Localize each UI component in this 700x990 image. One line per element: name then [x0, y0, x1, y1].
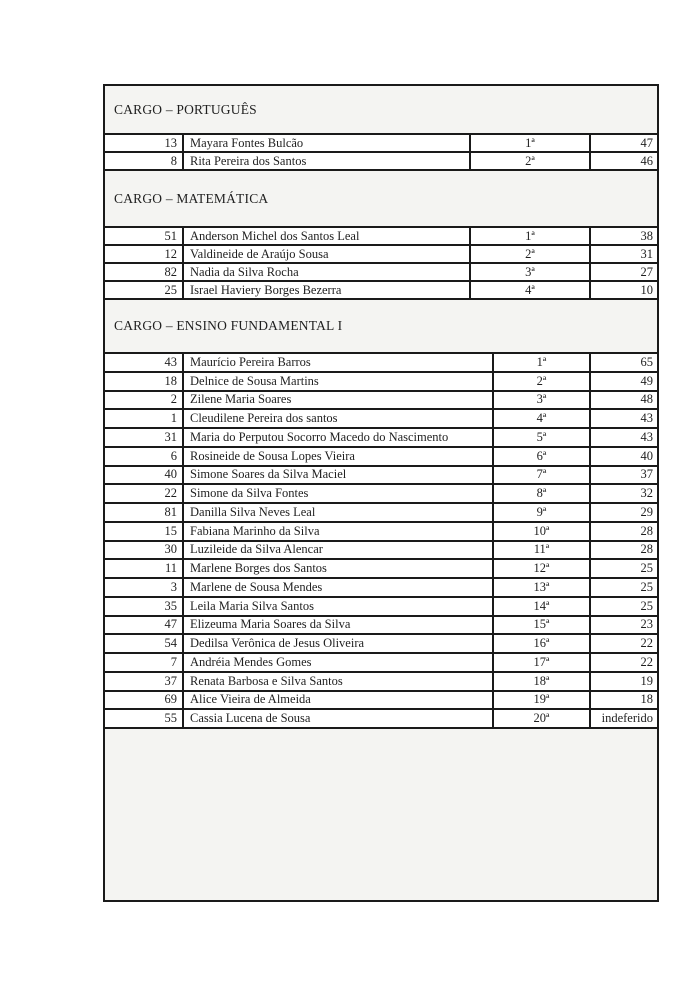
candidate-name-cell: Rosineide de Sousa Lopes Vieira — [183, 447, 493, 466]
classification-cell: 8ª — [493, 484, 590, 503]
inscription-number-cell: 69 — [105, 691, 183, 710]
table-row — [105, 484, 657, 503]
candidate-name-cell: Renata Barbosa e Silva Santos — [183, 672, 493, 691]
section-title: CARGO – MATEMÁTICA — [114, 190, 269, 206]
score-cell: 25 — [590, 578, 657, 597]
table-row — [105, 522, 657, 541]
score-cell: 43 — [590, 428, 657, 447]
inscription-number-cell: 3 — [105, 578, 183, 597]
score-cell: 38 — [590, 227, 657, 245]
inscription-number-cell: 6 — [105, 447, 183, 466]
classification-cell: 19ª — [493, 691, 590, 710]
candidate-name-cell: Marlene de Sousa Mendes — [183, 578, 493, 597]
candidate-name-cell: Cassia Lucena de Sousa — [183, 709, 493, 728]
candidate-name-cell: Rita Pereira dos Santos — [183, 152, 470, 170]
classification-cell: 18ª — [493, 672, 590, 691]
inscription-number-cell: 51 — [105, 227, 183, 245]
inscription-number-cell: 31 — [105, 428, 183, 447]
inscription-number-cell: 18 — [105, 372, 183, 391]
table-row — [105, 152, 657, 170]
candidate-name-cell: Simone da Silva Fontes — [183, 484, 493, 503]
classification-cell: 1ª — [493, 353, 590, 372]
table-row — [105, 578, 657, 597]
table-row — [105, 597, 657, 616]
classification-cell: 20ª — [493, 709, 590, 728]
table-row — [105, 372, 657, 391]
inscription-number-cell: 12 — [105, 245, 183, 263]
results-table — [105, 226, 657, 300]
classification-cell: 13ª — [493, 578, 590, 597]
inscription-number-cell: 15 — [105, 522, 183, 541]
inscription-number-cell: 54 — [105, 634, 183, 653]
score-cell: 49 — [590, 372, 657, 391]
table-row — [105, 263, 657, 281]
candidate-name-cell: Cleudilene Pereira dos santos — [183, 409, 493, 428]
classification-cell: 4ª — [470, 281, 590, 299]
inscription-number-cell: 13 — [105, 134, 183, 152]
inscription-number-cell: 2 — [105, 391, 183, 410]
inscription-number-cell: 55 — [105, 709, 183, 728]
candidate-name-cell: Valdineide de Araújo Sousa — [183, 245, 470, 263]
candidate-name-cell: Fabiana Marinho da Silva — [183, 522, 493, 541]
inscription-number-cell: 1 — [105, 409, 183, 428]
score-cell: 40 — [590, 447, 657, 466]
inscription-number-cell: 25 — [105, 281, 183, 299]
score-cell: 19 — [590, 672, 657, 691]
table-row — [105, 353, 657, 372]
candidate-name-cell: Nadia da Silva Rocha — [183, 263, 470, 281]
candidate-name-cell: Dedilsa Verônica de Jesus Oliveira — [183, 634, 493, 653]
inscription-number-cell: 22 — [105, 484, 183, 503]
score-cell: 28 — [590, 522, 657, 541]
table-row — [105, 503, 657, 522]
candidate-name-cell: Anderson Michel dos Santos Leal — [183, 227, 470, 245]
score-cell: 29 — [590, 503, 657, 522]
score-cell: indeferido — [590, 709, 657, 728]
results-sheet — [103, 84, 659, 902]
classification-cell: 9ª — [493, 503, 590, 522]
candidate-name-cell: Danilla Silva Neves Leal — [183, 503, 493, 522]
score-cell: 25 — [590, 597, 657, 616]
table-row — [105, 447, 657, 466]
table-row — [105, 709, 657, 728]
classification-cell: 3ª — [493, 391, 590, 410]
results-table — [105, 133, 657, 171]
score-cell: 32 — [590, 484, 657, 503]
table-row — [105, 559, 657, 578]
score-cell: 46 — [590, 152, 657, 170]
classification-cell: 16ª — [493, 634, 590, 653]
classification-cell: 1ª — [470, 227, 590, 245]
candidate-name-cell: Leila Maria Silva Santos — [183, 597, 493, 616]
score-cell: 10 — [590, 281, 657, 299]
score-cell: 18 — [590, 691, 657, 710]
classification-cell: 15ª — [493, 616, 590, 635]
score-cell: 22 — [590, 653, 657, 672]
table-row — [105, 227, 657, 245]
classification-cell: 2ª — [470, 245, 590, 263]
inscription-number-cell: 30 — [105, 541, 183, 560]
candidate-name-cell: Elizeuma Maria Soares da Silva — [183, 616, 493, 635]
score-cell: 22 — [590, 634, 657, 653]
classification-cell: 10ª — [493, 522, 590, 541]
table-row — [105, 653, 657, 672]
table-row — [105, 245, 657, 263]
score-cell: 37 — [590, 466, 657, 485]
score-cell: 43 — [590, 409, 657, 428]
candidate-name-cell: Andréia Mendes Gomes — [183, 653, 493, 672]
candidate-name-cell: Zilene Maria Soares — [183, 391, 493, 410]
inscription-number-cell: 47 — [105, 616, 183, 635]
classification-cell: 6ª — [493, 447, 590, 466]
table-row — [105, 409, 657, 428]
score-cell: 31 — [590, 245, 657, 263]
score-cell: 47 — [590, 134, 657, 152]
section-title: CARGO – ENSINO FUNDAMENTAL I — [114, 318, 343, 333]
score-cell: 23 — [590, 616, 657, 635]
classification-cell: 14ª — [493, 597, 590, 616]
classification-cell: 1ª — [470, 134, 590, 152]
score-cell: 65 — [590, 353, 657, 372]
inscription-number-cell: 43 — [105, 353, 183, 372]
table-row — [105, 634, 657, 653]
inscription-number-cell: 8 — [105, 152, 183, 170]
candidate-name-cell: Maria do Perputou Socorro Macedo do Nascimento — [183, 428, 493, 447]
classification-cell: 12ª — [493, 559, 590, 578]
candidate-name-cell: Delnice de Sousa Martins — [183, 372, 493, 391]
score-cell: 28 — [590, 541, 657, 560]
classification-cell: 17ª — [493, 653, 590, 672]
score-cell: 27 — [590, 263, 657, 281]
table-row — [105, 134, 657, 152]
classification-cell: 5ª — [493, 428, 590, 447]
classification-cell: 2ª — [470, 152, 590, 170]
inscription-number-cell: 82 — [105, 263, 183, 281]
results-table — [105, 352, 657, 729]
candidate-name-cell: Alice Vieira de Almeida — [183, 691, 493, 710]
table-row — [105, 672, 657, 691]
candidate-name-cell: Israel Haviery Borges Bezerra — [183, 281, 470, 299]
classification-cell: 7ª — [493, 466, 590, 485]
table-row — [105, 466, 657, 485]
candidate-name-cell: Maurício Pereira Barros — [183, 353, 493, 372]
inscription-number-cell: 11 — [105, 559, 183, 578]
table-row — [105, 691, 657, 710]
classification-cell: 3ª — [470, 263, 590, 281]
classification-cell: 4ª — [493, 409, 590, 428]
candidate-name-cell: Simone Soares da Silva Maciel — [183, 466, 493, 485]
inscription-number-cell: 81 — [105, 503, 183, 522]
table-row — [105, 391, 657, 410]
table-row — [105, 541, 657, 560]
section-title: CARGO – PORTUGUÊS — [114, 101, 257, 117]
candidate-name-cell: Mayara Fontes Bulcão — [183, 134, 470, 152]
inscription-number-cell: 35 — [105, 597, 183, 616]
candidate-name-cell: Marlene Borges dos Santos — [183, 559, 493, 578]
table-row — [105, 616, 657, 635]
classification-cell: 2ª — [493, 372, 590, 391]
table-row — [105, 281, 657, 299]
classification-cell: 11ª — [493, 541, 590, 560]
candidate-name-cell: Luzileide da Silva Alencar — [183, 541, 493, 560]
inscription-number-cell: 40 — [105, 466, 183, 485]
inscription-number-cell: 7 — [105, 653, 183, 672]
inscription-number-cell: 37 — [105, 672, 183, 691]
score-cell: 48 — [590, 391, 657, 410]
score-cell: 25 — [590, 559, 657, 578]
table-row — [105, 428, 657, 447]
